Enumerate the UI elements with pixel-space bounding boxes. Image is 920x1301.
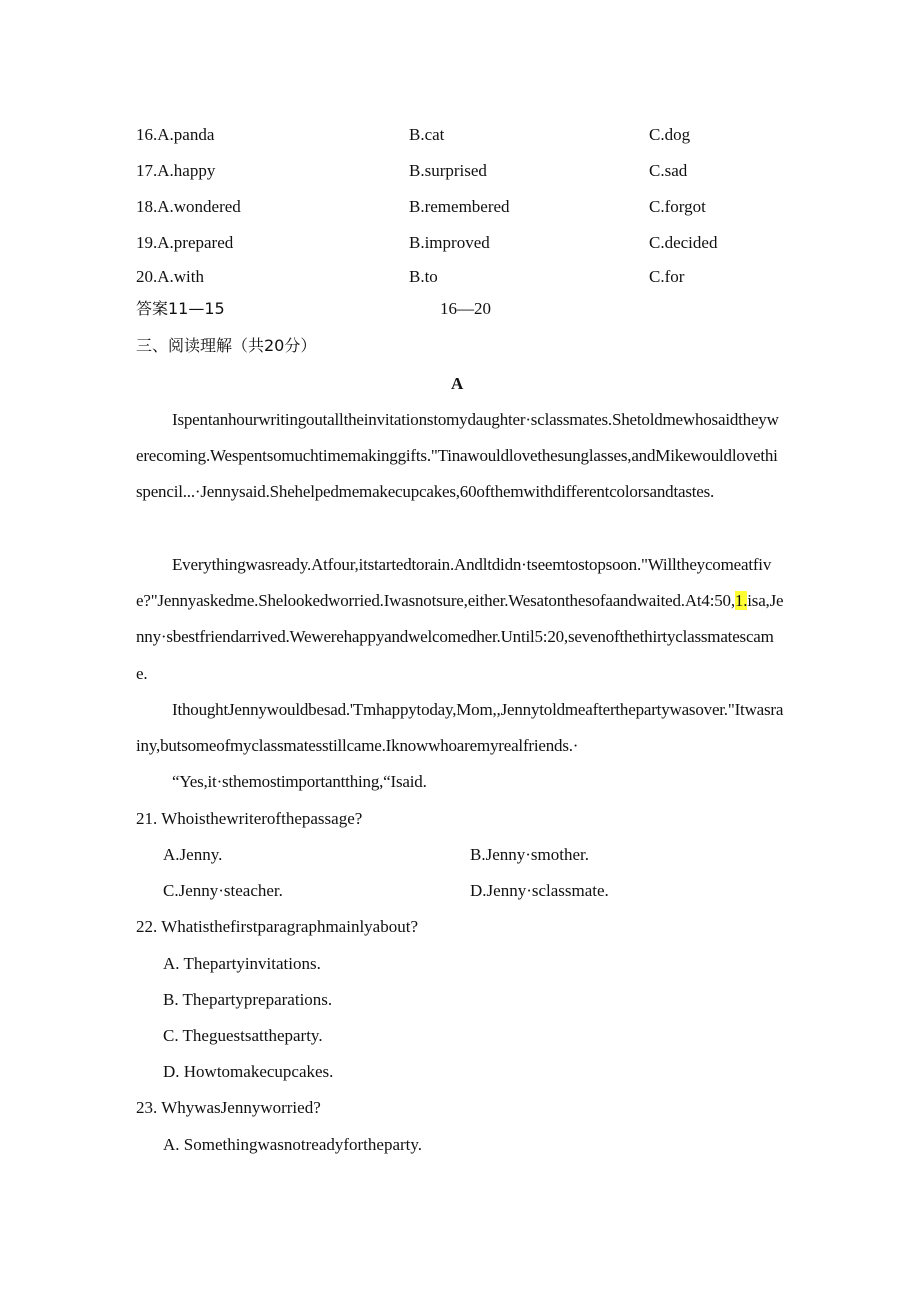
option-20-b: B.to [409,267,438,286]
paragraph-2-text-after: isa,Jenny·sbestfriendarrived.Wewerehappyandwelcomedher.Until5:20,sevenofthethirtyclassmatescame. [136,591,784,683]
option-16-a: 16.A.panda [136,125,215,144]
question-23-stem: 23. WhywasJennyworried? [136,1098,321,1117]
option-20-a: 20.A.with [136,267,204,286]
answer-label: 答案11—15 [136,299,225,318]
section-heading: 三、阅读理解（共20分） [136,336,317,355]
option-row-18 [136,196,796,218]
question-22-option-d: D. Howtomakecupcakes. [163,1062,334,1081]
option-20-c: C.for [649,267,685,286]
question-21-option-a: A.Jenny. [163,845,223,864]
option-17-c: C.sad [649,161,688,180]
option-18-b: B.remembered [409,197,510,216]
paragraph-2-text-before: Everythingwasready.Atfour,itstartedtorain.Andltdidn·tseemtostopsoon."Willtheycomeatfive?"Jennyaskedme.Shelookedworried.Iwasnotsure,either.Wesatonthesofaandwaited.At4:50, [136,555,772,611]
option-17-a: 17.A.happy [136,161,216,180]
option-16-b: B.cat [409,125,445,144]
question-22-option-a: A. Thepartyinvitations. [163,954,321,973]
question-22-option-b: B. Thepartypreparations. [163,990,333,1009]
question-22-option-c: C. Theguestsattheparty. [163,1026,323,1045]
option-row-19 [136,232,796,254]
passage-paragraph-4: “Yes,it·sthemostimportantthing,“Isaid. [172,772,427,791]
option-16-c: C.dog [649,125,691,144]
highlighted-blank-marker: 1. [734,591,748,611]
question-23-option-a: A. Somethingwasnotreadyfortheparty. [163,1135,423,1154]
passage-paragraph-1: Ispentanhourwritingoutalltheinvitationstomydaughter·sclassmates.Shetoldmewhosaidtheywerecoming.Wespentsomuchtimemakinggifts."Tinawouldlovethesunglasses,andMikewouldlovethispencil...·Jennysaid.Shehelpedmemakecupcakes,60ofthemwithdifferentcolorsandtastes. [136,410,779,502]
option-row-17 [136,160,796,182]
question-21-option-d: D.Jenny·sclassmate. [470,881,609,900]
option-17-b: B.surprised [409,161,487,180]
question-21-stem: 21. Whoisthewriterofthepassage? [136,809,363,828]
option-19-a: 19.A.prepared [136,233,234,252]
passage-paragraph-2 [136,547,784,692]
option-18-a: 18.A.wondered [136,197,241,216]
option-18-c: C.forgot [649,197,706,216]
question-21-option-c: C.Jenny·steacher. [163,881,283,900]
passage-title: A [451,374,464,393]
passage-paragraph-3: IthoughtJennywouldbesad.'Tmhappytoday,Mom,,Jennytoldmeafterthepartywasover."Itwasrainy,butsomeofmyclassmatesstillcame.Iknowwhoaremyrealfriends.· [136,700,784,756]
question-21-option-b: B.Jenny·smother. [470,845,589,864]
option-19-c: C.decided [649,233,718,252]
option-row-20 [136,266,796,288]
answer-range-16-20: 16—20 [440,299,491,318]
question-22-stem: 22. Whatisthefirstparagraphmainlyabout? [136,917,418,936]
option-row-16 [136,124,796,146]
option-19-b: B.improved [409,233,490,252]
